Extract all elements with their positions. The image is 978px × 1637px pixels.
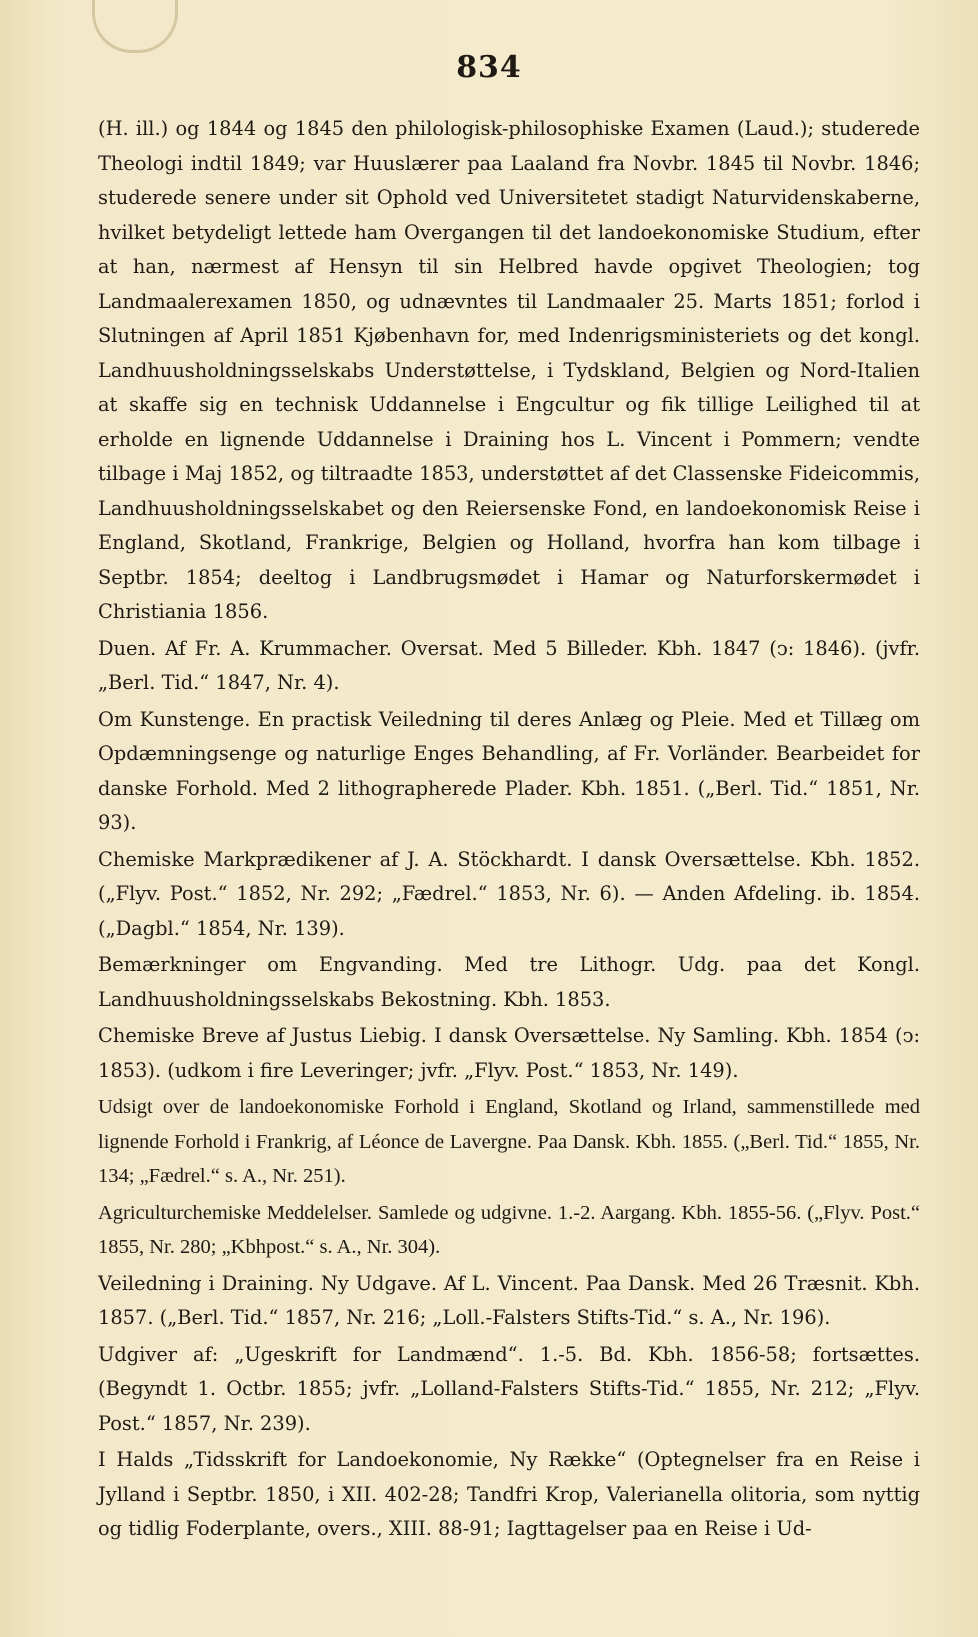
bibliography-entry-agriculturchemiske: Agriculturchemiske Meddelelser. Samlede og udgivne. 1.-2. Aargang. Kbh. 1855-56. („Flyv. Post.“ 1855, Nr. 280; „Kbhpost.“ s. A., Nr. 304).	[98, 1201, 920, 1258]
bibliography-entry-udsigt: Udsigt over de landoekonomiske Forhold i England, Skotland og Irland, sammenstillede med lignende Forhold i Frankrig, af Léonce de Lavergne. Paa Dansk. Kbh. 1855. („Berl. Tid.“ 1855, Nr. 134; „Fædrel.“ s. A., Nr. 251).	[98, 1096, 920, 1187]
page-number: 834	[456, 50, 522, 85]
page-corner-mark	[92, 0, 178, 53]
bibliography-entry-chemiske-breve: Chemiske Breve af Justus Liebig. I dansk Oversættelse. Ny Samling. Kbh. 1854 (ↄ: 1853). (udkom i fire Leveringer; jvfr. „Flyv. Post.“ 1853, Nr. 149).	[98, 1024, 920, 1082]
bibliography-entry-ugeskrift: Udgiver af: „Ugeskrift for Landmænd“. 1.-5. Bd. Kbh. 1856-58; fortsættes. (Begyndt 1. Octbr. 1855; jvfr. „Lolland-Falsters Stifts-Tid.“ 1855, Nr. 212; „Flyv. Post.“ 1857, Nr. 239).	[98, 1342, 920, 1435]
biography-paragraph: (H. ill.) og 1844 og 1845 den philologisk-philosophiske Examen (Laud.); studerede Theologi indtil 1849; var Huuslærer paa Laaland fra Novbr. 1845 til Novbr. 1846; studerede senere under sit Ophold ved Universitetet stadigt Naturvidenskaberne, hvilket betydeligt lettede ham Overgangen til det landoekonomiske Studium, efter at han, nærmest af Hensyn til sin Helbred havde opgivet Theologien; tog Landmaalerexamen 1850, og udnævntes til Landmaaler 25. Marts 1851; forlod i Slutningen af April 1851 Kjøbenhavn for, med Indenrigsministeriets og det kongl. Landhuusholdningsselskabs Understøttelse, i Tydskland, Belgien og Nord-Italien at skaffe sig en technisk Uddannelse i Engcultur og fik tillige Leilighed til at erholde en lignende Uddannelse i Draining hos L. Vincent i Pommern; vendte tilbage i Maj 1852, og tiltraadte 1853, understøttet af det Classenske Fideicommis, Landhuusholdningsselskabet og den Reiersenske Fond, en landoekonomisk Reise i England, Skotland, Frankrige, Belgien og Holland, hvorfra han kom tilbage i Septbr. 1854; deeltog i Landbrugsmødet i Hamar og Naturforskermødet i Christiania 1856.	[98, 117, 920, 623]
bibliography-entry-kunstenge: Om Kunstenge. En practisk Veiledning til deres Anlæg og Pleie. Med et Tillæg om Opdæmningsenge og naturlige Enges Behandling, af Fr. Vorländer. Bearbeidet for danske Forhold. Med 2 lithographerede Plader. Kbh. 1851. („Berl. Tid.“ 1851, Nr. 93).	[98, 707, 920, 834]
bibliography-entry-duen: Duen. Af Fr. A. Krummacher. Oversat. Med 5 Billeder. Kbh. 1847 (ↄ: 1846). (jvfr. „Berl. Tid.“ 1847, Nr. 4).	[98, 636, 920, 694]
page-text	[98, 112, 920, 1549]
bibliography-entry-tidsskrift: I Halds „Tidsskrift for Landoekonomie, Ny Række“ (Optegnelser fra en Reise i Jylland i Septbr. 1850, i XII. 402-28; Tandfri Krop, Valerianella olitoria, som nyttig og tidlig Foderplante, overs., XIII. 88-91; Iagttagelser paa en Reise i Ud-	[98, 1448, 920, 1540]
bibliography-entry-draining: Veiledning i Draining. Ny Udgave. Af L. Vincent. Paa Dansk. Med 26 Træsnit. Kbh. 1857. („Berl. Tid.“ 1857, Nr. 216; „Loll.-Falsters Stifts-Tid.“ s. A., Nr. 196).	[98, 1271, 920, 1329]
bibliography-entry-engvanding: Bemærkninger om Engvanding. Med tre Lithogr. Udg. paa det Kongl. Landhuusholdningsselskabs Bekostning. Kbh. 1853.	[98, 953, 920, 1011]
bibliography-entry-markpraedikener: Chemiske Markprædikener af J. A. Stöckhardt. I dansk Oversættelse. Kbh. 1852. („Flyv. Post.“ 1852, Nr. 292; „Fædrel.“ 1853, Nr. 6). — Anden Afdeling. ib. 1854. („Dagbl.“ 1854, Nr. 139).	[98, 847, 920, 940]
